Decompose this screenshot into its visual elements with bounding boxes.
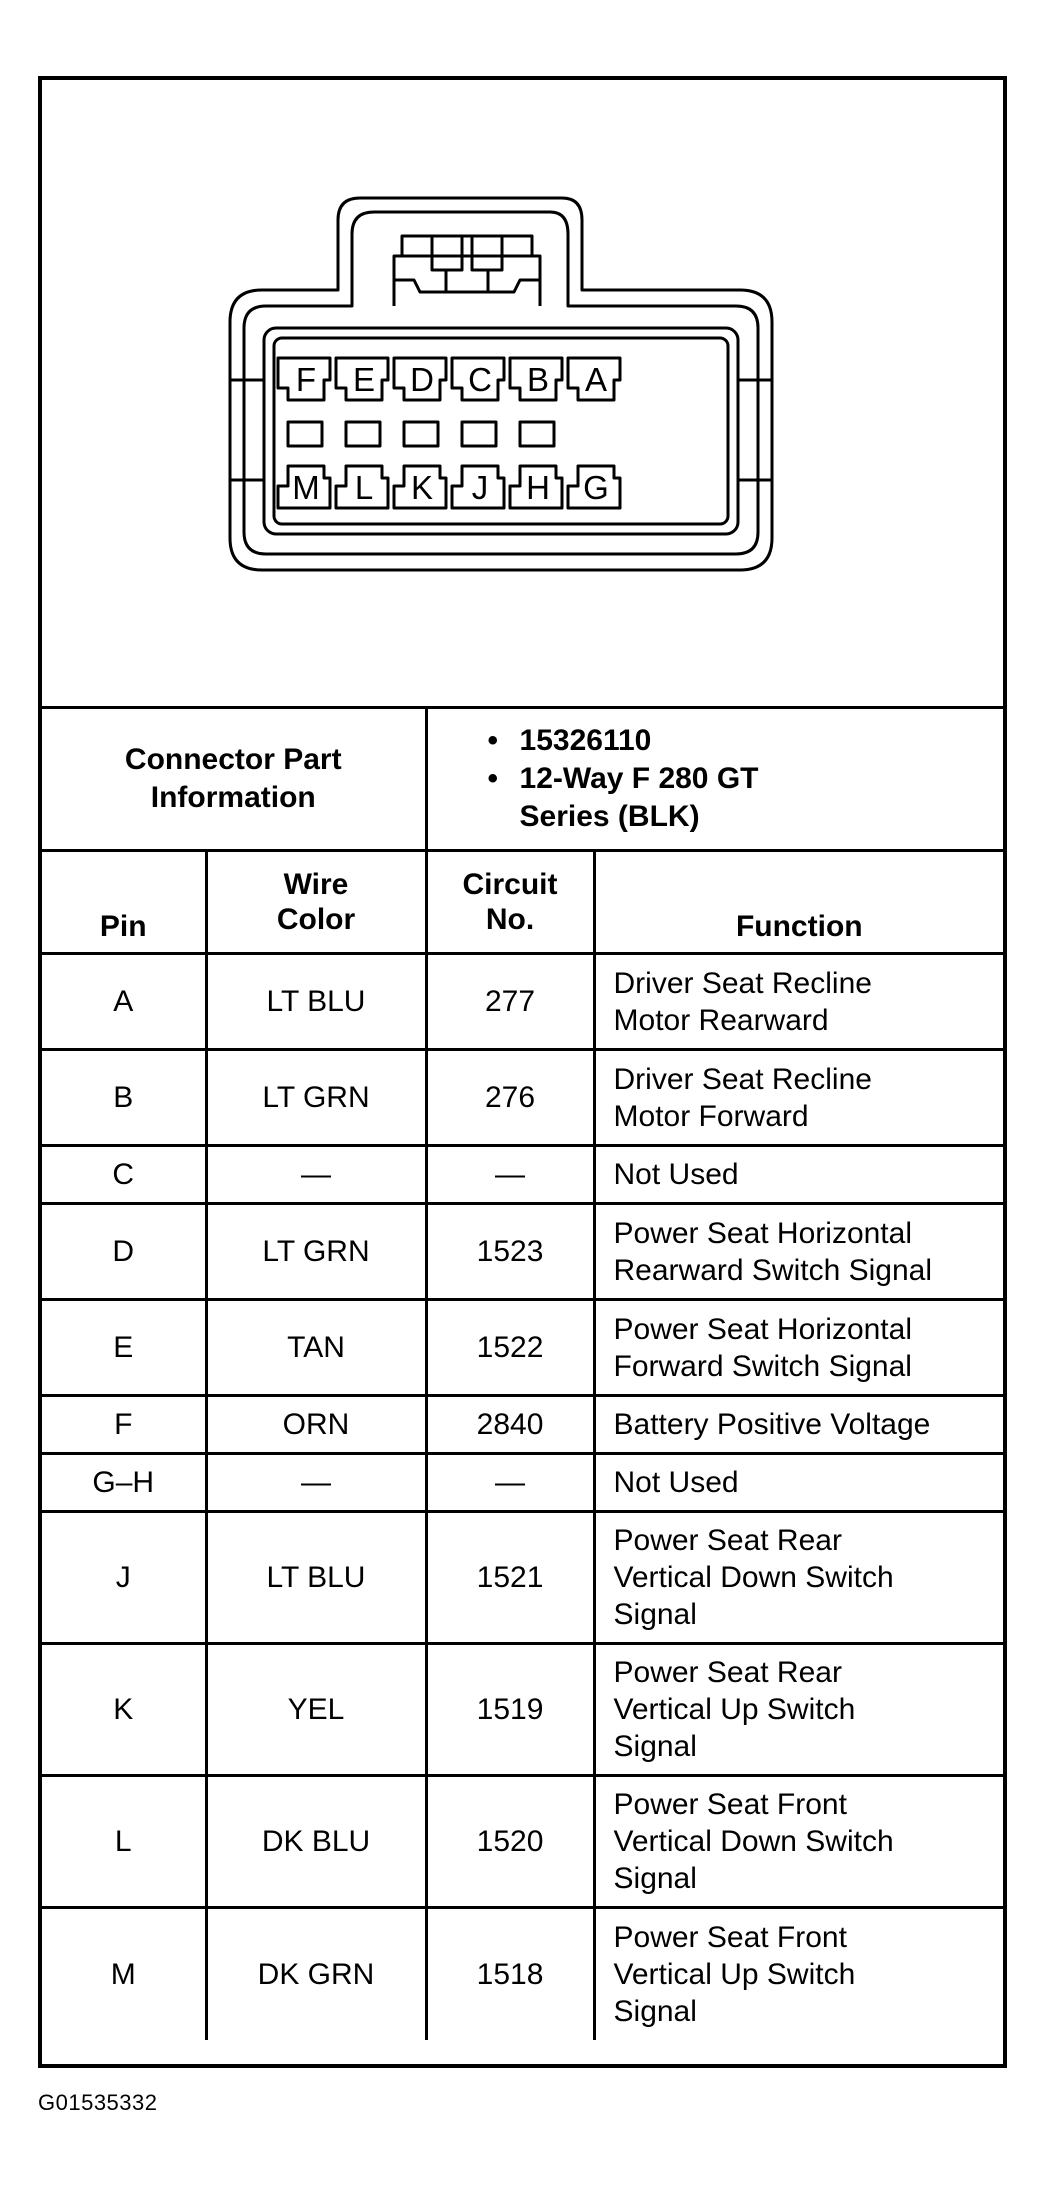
circuit-number-cell: 277 [426, 954, 594, 1050]
pin-row [42, 1050, 1003, 1146]
header-row [42, 851, 1003, 954]
function-line: Power Seat Rear [613, 1656, 842, 1689]
pin-cell: B [42, 1050, 206, 1146]
wire-color-cell: LT GRN [206, 1050, 426, 1146]
pin-row [42, 1644, 1003, 1776]
function-line: Not Used [613, 1158, 739, 1191]
circuit-number-cell: 1521 [426, 1512, 594, 1644]
middle-locators [288, 422, 554, 446]
pin-cavity-e [336, 358, 388, 400]
pin-letter-a: A [584, 361, 608, 398]
connector-part-info-values [426, 709, 1003, 851]
pin-cell: F [42, 1396, 206, 1454]
pin-rows [42, 954, 1003, 2040]
wire-color-cell: LT BLU [206, 1512, 426, 1644]
wire-color-cell: YEL [206, 1644, 426, 1776]
pin-row [42, 1512, 1003, 1644]
part-info-row [42, 709, 1003, 851]
wire-color-cell: LT BLU [206, 954, 426, 1050]
connector-face-diagram [42, 80, 1003, 706]
pin-cell: C [42, 1146, 206, 1204]
pin-letter-j: J [471, 469, 489, 506]
function-line: Motor Rearward [613, 1003, 829, 1037]
bottom-row-cavities [278, 466, 620, 508]
function-cell [594, 1146, 1003, 1204]
circuit-number-cell: 1518 [426, 1908, 594, 2040]
pin-letter-k: K [410, 469, 434, 506]
function-line: Vertical Up Switch [613, 1957, 856, 1991]
function-cell [594, 1512, 1003, 1644]
pin-cell: A [42, 954, 206, 1050]
pin-row [42, 1396, 1003, 1454]
function-line: Driver Seat Recline [613, 966, 872, 1000]
wire-color-cell: DK GRN [206, 1908, 426, 2040]
pin-cavity-k [394, 466, 446, 508]
function-line: Signal [613, 1598, 697, 1631]
part-number: • 15326110 [488, 722, 1004, 760]
header-circuit-line1: Circuit [462, 868, 558, 901]
connector-face-view [42, 80, 1003, 709]
pin-cell: L [42, 1776, 206, 1908]
circuit-number-cell: 1519 [426, 1644, 594, 1776]
pin-cavity-m [278, 466, 330, 508]
function-line: Battery Positive Voltage [613, 1408, 931, 1441]
pin-cell: K [42, 1644, 206, 1776]
wire-color-cell: ORN [206, 1396, 426, 1454]
header-wire-line1: Wire [283, 868, 349, 901]
header-pin: Pin [42, 851, 206, 954]
pin-cell: E [42, 1300, 206, 1396]
function-cell [594, 1396, 1003, 1454]
connector-part-info-label [42, 709, 426, 851]
function-line: Power Seat Horizontal [613, 1312, 912, 1346]
connector-type-line1: • 12-Way F 280 GT [488, 760, 1004, 798]
function-line: Signal [613, 1862, 697, 1895]
function-cell [594, 1204, 1003, 1300]
header-function: Function [594, 851, 1003, 954]
function-cell [594, 1908, 1003, 2040]
connector-type-line2: Series (BLK) [519, 800, 700, 833]
function-line: Vertical Down Switch [613, 1825, 894, 1858]
pin-row [42, 1776, 1003, 1908]
function-line: Motor Forward [613, 1099, 809, 1133]
function-line: Power Seat Front [613, 1920, 847, 1954]
function-cell [594, 1300, 1003, 1396]
pin-cavity-h [510, 466, 562, 508]
pin-cell: D [42, 1204, 206, 1300]
circuit-number-cell: 2840 [426, 1396, 594, 1454]
function-line: Rearward Switch Signal [613, 1253, 932, 1287]
pin-letter-b: B [526, 361, 550, 398]
pin-row [42, 954, 1003, 1050]
pin-letter-e: E [352, 361, 376, 398]
circuit-number-cell: 276 [426, 1050, 594, 1146]
function-cell [594, 1050, 1003, 1146]
pin-letter-m: M [292, 469, 320, 506]
function-cell [594, 1454, 1003, 1512]
pin-letter-c: C [468, 361, 492, 398]
wire-color-cell: DK BLU [206, 1776, 426, 1908]
pin-cavity-b [510, 358, 562, 400]
circuit-number-cell: — [426, 1146, 594, 1204]
wire-color-cell: TAN [206, 1300, 426, 1396]
pin-cavity-c [452, 358, 504, 400]
top-row-cavities [278, 358, 620, 400]
connector-sheet [38, 76, 1007, 2068]
circuit-number-cell: 1522 [426, 1300, 594, 1396]
circuit-number-cell: 1520 [426, 1776, 594, 1908]
pin-row [42, 1454, 1003, 1512]
function-line: Power Seat Front [613, 1788, 847, 1821]
info-label-line2: Information [150, 781, 316, 814]
function-line: Vertical Up Switch [613, 1693, 856, 1726]
pin-letter-d: D [410, 361, 434, 398]
cavity-frame-inner [274, 338, 728, 524]
pin-row [42, 1146, 1003, 1204]
function-cell [594, 1644, 1003, 1776]
pin-cavity-g [568, 466, 620, 508]
function-line: Power Seat Horizontal [613, 1216, 912, 1250]
wire-color-cell: LT GRN [206, 1204, 426, 1300]
pin-cavity-j [452, 466, 504, 508]
function-line: Signal [613, 1730, 697, 1763]
wire-color-cell: — [206, 1454, 426, 1512]
pin-letter-l: L [354, 469, 374, 506]
pin-cavity-d [394, 358, 446, 400]
circuit-number-cell: — [426, 1454, 594, 1512]
function-line: Signal [613, 1994, 697, 2028]
wire-color-cell: — [206, 1146, 426, 1204]
function-line: Forward Switch Signal [613, 1349, 912, 1383]
pin-letter-h: H [526, 469, 550, 506]
pin-cell: G–H [42, 1454, 206, 1512]
header-wire-line2: Color [276, 903, 356, 936]
function-line: Driver Seat Recline [613, 1062, 872, 1096]
pin-cavity-a [568, 358, 620, 400]
function-line: Not Used [613, 1466, 739, 1499]
pin-letter-f: F [295, 361, 317, 398]
header-wire-color [206, 851, 426, 954]
function-line: Vertical Down Switch [613, 1561, 894, 1594]
function-cell [594, 954, 1003, 1050]
pin-cavity-l [336, 466, 388, 508]
pin-row [42, 1908, 1003, 2040]
circuit-number-cell: 1523 [426, 1204, 594, 1300]
pin-cell: J [42, 1512, 206, 1644]
function-line: Power Seat Rear [613, 1524, 842, 1557]
info-label-line1: Connector Part [124, 743, 342, 776]
connector-latch [394, 236, 540, 306]
header-circuit-no [426, 851, 594, 954]
function-cell [594, 1776, 1003, 1908]
pin-cell: M [42, 1908, 206, 2040]
pin-table [42, 709, 1003, 2040]
figure-id: G01535332 [38, 2090, 158, 2115]
pin-cavity-f [278, 358, 330, 400]
pin-row [42, 1204, 1003, 1300]
pin-letter-g: G [583, 469, 609, 506]
pin-row [42, 1300, 1003, 1396]
header-circuit-line2: No. [485, 903, 535, 936]
